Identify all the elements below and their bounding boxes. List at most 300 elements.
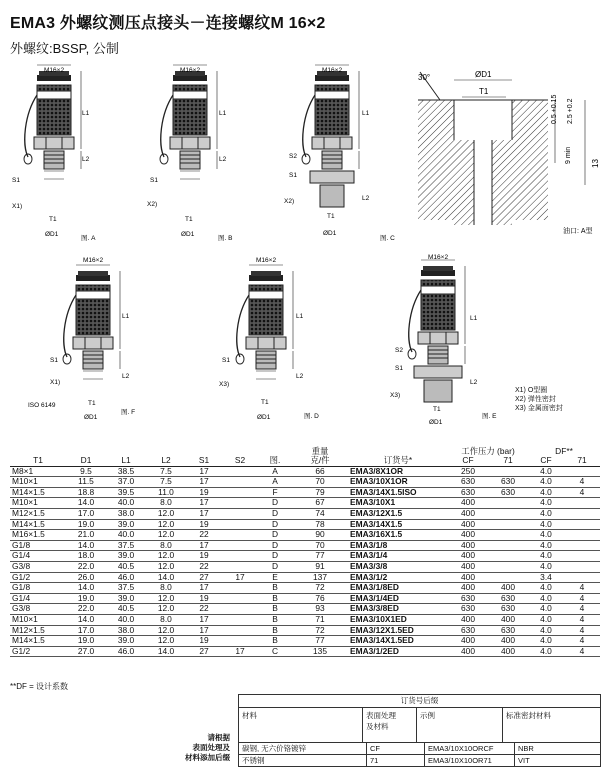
suffix-cell: EMA3/10X10ORCF — [425, 743, 515, 754]
table-cell: 90 — [292, 530, 348, 541]
port-t1: T1 — [479, 87, 489, 96]
table-cell: 11.0 — [146, 487, 186, 498]
fig-d-l2: L2 — [296, 373, 304, 380]
table-cell: 630 — [488, 487, 528, 498]
table-cell: A — [258, 477, 292, 488]
table-cell — [222, 636, 258, 647]
header-pressure-71: 71 — [488, 456, 528, 466]
suffix-col-material: 材料 — [239, 708, 363, 742]
fig-b-l2: L2 — [219, 156, 227, 163]
header-s1: S1 — [186, 456, 222, 466]
table-cell: 37.0 — [106, 477, 146, 488]
table-cell — [222, 593, 258, 604]
table-cell: 79 — [292, 487, 348, 498]
fig-e-caption: 图. E — [482, 413, 497, 420]
table-cell: 38.5 — [106, 466, 146, 477]
table-cell: 12.0 — [146, 519, 186, 530]
fig-d-t1: T1 — [261, 399, 269, 406]
table-cell: 19 — [186, 551, 222, 562]
header-df-71: 71 — [564, 456, 600, 466]
table-cell: 17 — [186, 583, 222, 594]
table-cell: 22 — [186, 561, 222, 572]
table-cell: 14.0 — [66, 540, 106, 551]
table-cell: 17.0 — [66, 508, 106, 519]
suffix-title: 订货号后缀 — [239, 695, 600, 708]
table-row — [10, 646, 600, 657]
table-row — [10, 519, 600, 530]
fig-e-thread: M16×2 — [428, 254, 449, 261]
seal-legend — [515, 386, 563, 413]
table-cell: M12×1.5 — [10, 625, 66, 636]
table-row — [10, 466, 600, 477]
table-cell: M16×1.5 — [10, 530, 66, 541]
header-s2: S2 — [222, 456, 258, 466]
fig-a-d1: ØD1 — [45, 231, 59, 238]
table-cell: D — [258, 530, 292, 541]
table-cell — [488, 572, 528, 583]
port-13: 13 — [591, 159, 600, 168]
table-cell: 39.0 — [106, 551, 146, 562]
table-cell: 14.0 — [146, 646, 186, 657]
table-cell: 4 — [564, 487, 600, 498]
table-cell — [564, 551, 600, 562]
table-cell — [222, 508, 258, 519]
table-cell: 38.0 — [106, 508, 146, 519]
table-cell: 630 — [488, 477, 528, 488]
table-cell — [488, 508, 528, 519]
table-cell: 78 — [292, 519, 348, 530]
fig-f-s1: S1 — [50, 357, 58, 364]
header-d1: D1 — [66, 456, 106, 466]
table-cell: 4.0 — [528, 625, 564, 636]
fig-f-t1: T1 — [88, 400, 96, 407]
table-cell: EMA3/1/8 — [348, 540, 448, 551]
header-weight: 重量 — [311, 446, 329, 456]
table-cell: EMA3/10X1OR — [348, 477, 448, 488]
fig-e-d1: ØD1 — [429, 419, 443, 426]
table-cell: 14.0 — [66, 498, 106, 509]
header-pressure: 工作压力 (bar) — [461, 446, 515, 456]
table-row — [10, 487, 600, 498]
table-cell: 4.0 — [528, 636, 564, 647]
table-cell: 630 — [448, 477, 488, 488]
table-cell: 72 — [292, 625, 348, 636]
table-cell: 400 — [448, 636, 488, 647]
table-cell: 76 — [292, 593, 348, 604]
fig-b-s1: S1 — [150, 177, 158, 184]
table-cell: 12.0 — [146, 604, 186, 615]
table-cell: M10×1 — [10, 477, 66, 488]
fig-a-caption: 图. A — [81, 235, 96, 242]
table-cell: 77 — [292, 551, 348, 562]
table-cell: 17 — [222, 572, 258, 583]
table-cell — [222, 561, 258, 572]
table-cell: 4.0 — [528, 646, 564, 657]
suffix-instruction — [150, 733, 230, 763]
table-cell: 18.8 — [66, 487, 106, 498]
table-cell: 400 — [448, 540, 488, 551]
table-cell: A — [258, 466, 292, 477]
fig-c-d1: ØD1 — [323, 230, 337, 237]
fig-d-caption: 图. D — [304, 413, 319, 420]
table-cell: EMA3/8X1OR — [348, 466, 448, 477]
table-cell: 91 — [292, 561, 348, 572]
table-cell: 39.0 — [106, 519, 146, 530]
table-group — [10, 614, 600, 646]
table-cell — [564, 508, 600, 519]
table-cell: 67 — [292, 498, 348, 509]
table-cell — [488, 466, 528, 477]
fig-c-l1: L1 — [362, 110, 370, 117]
table-cell: 74 — [292, 508, 348, 519]
suffix-cell: CF — [367, 743, 425, 754]
table-cell: D — [258, 561, 292, 572]
table-cell: 400 — [488, 583, 528, 594]
table-cell: 630 — [448, 593, 488, 604]
suffix-cell: 71 — [367, 755, 425, 766]
table-cell: 46.0 — [106, 572, 146, 583]
header-t1: T1 — [10, 456, 66, 466]
table-row — [10, 508, 600, 519]
table-cell: 400 — [488, 646, 528, 657]
fig-d-s1: S1 — [222, 357, 230, 364]
table-row — [10, 625, 600, 636]
table-row — [10, 540, 600, 551]
table-row — [10, 477, 600, 488]
figure-f-drawing — [63, 265, 120, 379]
table-cell: EMA3/3/8ED — [348, 604, 448, 615]
table-cell: 17 — [186, 508, 222, 519]
fig-d-l1: L1 — [296, 313, 304, 320]
table-cell: 4.0 — [528, 519, 564, 530]
table-cell: 400 — [448, 614, 488, 625]
spec-table — [10, 443, 600, 657]
table-cell: 17 — [186, 614, 222, 625]
table-cell: 19.0 — [66, 519, 106, 530]
table-row — [10, 604, 600, 615]
table-cell: 93 — [292, 604, 348, 615]
table-cell: 17.0 — [66, 625, 106, 636]
table-cell: 22.0 — [66, 604, 106, 615]
table-cell — [488, 530, 528, 541]
table-cell: 14.0 — [146, 572, 186, 583]
table-cell: 22.0 — [66, 561, 106, 572]
table-cell: 14.0 — [66, 614, 106, 625]
table-cell: EMA3/1/4 — [348, 551, 448, 562]
table-cell: G1/8 — [10, 540, 66, 551]
suffix-cell: 碳钢, 无六价铬镀锌 — [239, 743, 367, 754]
table-cell: 40.5 — [106, 561, 146, 572]
fig-d-d1: ØD1 — [257, 414, 271, 421]
table-cell: D — [258, 508, 292, 519]
table-cell: 630 — [488, 593, 528, 604]
fig-a-s1: S1 — [12, 177, 20, 184]
table-cell: EMA3/12X1.5ED — [348, 625, 448, 636]
table-cell — [222, 604, 258, 615]
table-cell: M10×1 — [10, 614, 66, 625]
table-group — [10, 466, 600, 540]
header-df-cf: CF — [528, 456, 564, 466]
table-cell: 12.0 — [146, 593, 186, 604]
table-cell: 40.0 — [106, 530, 146, 541]
fig-a-l1: L1 — [82, 110, 90, 117]
table-cell — [564, 540, 600, 551]
table-group — [10, 540, 600, 614]
table-cell: 8.0 — [146, 614, 186, 625]
table-cell — [564, 572, 600, 583]
table-cell: 12.0 — [146, 625, 186, 636]
table-cell: 4.0 — [528, 561, 564, 572]
table-cell: 4.0 — [528, 487, 564, 498]
fig-f-d1: ØD1 — [84, 414, 98, 421]
table-cell: 39.5 — [106, 487, 146, 498]
fig-b-thread: M16×2 — [180, 67, 201, 74]
table-cell: 19 — [186, 487, 222, 498]
table-cell: 400 — [448, 498, 488, 509]
table-cell: 26.0 — [66, 572, 106, 583]
header-order: 订货号* — [348, 456, 448, 466]
table-cell: G1/2 — [10, 572, 66, 583]
header-pressure-cf: CF — [448, 456, 488, 466]
table-cell: EMA3/12X1.5 — [348, 508, 448, 519]
table-cell: 4.0 — [528, 604, 564, 615]
table-cell: M14×1.5 — [10, 487, 66, 498]
table-row — [10, 614, 600, 625]
fig-e-x3: X3) — [390, 392, 401, 399]
table-cell — [564, 498, 600, 509]
table-cell: 4.0 — [528, 551, 564, 562]
table-cell: 37.5 — [106, 540, 146, 551]
table-cell: 630 — [448, 625, 488, 636]
fig-b-x2: X2) — [147, 201, 158, 208]
table-cell: 21.0 — [66, 530, 106, 541]
table-cell: 8.0 — [146, 498, 186, 509]
table-cell — [222, 551, 258, 562]
table-cell: 400 — [448, 530, 488, 541]
table-cell: 19.0 — [66, 636, 106, 647]
table-cell: 8.0 — [146, 583, 186, 594]
table-cell — [488, 561, 528, 572]
table-cell: EMA3/14X1.5ISO — [348, 487, 448, 498]
header-l1: L1 — [106, 456, 146, 466]
table-cell: 11.5 — [66, 477, 106, 488]
fig-a-l2: L2 — [82, 156, 90, 163]
table-cell: 66 — [292, 466, 348, 477]
table-cell: 4.0 — [528, 540, 564, 551]
table-cell — [564, 466, 600, 477]
header-df: DF** — [555, 446, 573, 456]
table-cell: 17 — [222, 646, 258, 657]
fig-a-thread: M16×2 — [44, 67, 65, 74]
table-cell: 17 — [186, 540, 222, 551]
table-cell: D — [258, 551, 292, 562]
fig-b-caption: 图. B — [218, 235, 233, 242]
table-cell: 400 — [488, 636, 528, 647]
fig-c-x2: X2) — [284, 198, 295, 205]
table-cell: EMA3/16X1.5 — [348, 530, 448, 541]
fig-c-t1: T1 — [327, 213, 335, 220]
table-cell: 4 — [564, 583, 600, 594]
table-cell — [564, 519, 600, 530]
fig-f-caption: 图. F — [121, 409, 136, 416]
page-title: EMA3 外螺纹测压点接头－连接螺纹M 16×2 — [10, 15, 326, 32]
table-cell: 4 — [564, 625, 600, 636]
table-cell: G3/8 — [10, 561, 66, 572]
table-cell — [488, 498, 528, 509]
port-9min: 9 min — [565, 146, 572, 164]
table-cell — [222, 519, 258, 530]
table-cell: G1/2 — [10, 646, 66, 657]
fig-c-thread: M16×2 — [322, 67, 343, 74]
figure-a-drawing — [24, 65, 81, 179]
table-cell: 77 — [292, 636, 348, 647]
fig-f-iso: ISO 6149 — [28, 402, 56, 409]
table-cell: EMA3/3/8 — [348, 561, 448, 572]
table-cell — [564, 530, 600, 541]
table-cell: 250 — [448, 466, 488, 477]
table-row — [10, 636, 600, 647]
table-cell: D — [258, 519, 292, 530]
table-cell: 17 — [186, 477, 222, 488]
table-cell: 27 — [186, 572, 222, 583]
table-cell: 4.0 — [528, 530, 564, 541]
table-cell — [222, 498, 258, 509]
suffix-instruction-line: 请根据 — [207, 733, 230, 742]
figure-e-drawing — [408, 260, 465, 402]
table-cell: 17 — [186, 466, 222, 477]
table-row — [10, 530, 600, 541]
table-cell: EMA3/14X1.5 — [348, 519, 448, 530]
suffix-cell: VIT — [518, 756, 530, 765]
table-cell: 27 — [186, 646, 222, 657]
table-cell: 630 — [448, 487, 488, 498]
fig-f-thread: M16×2 — [83, 257, 104, 264]
table-cell: 7.5 — [146, 466, 186, 477]
table-cell: 4 — [564, 646, 600, 657]
table-cell: G1/4 — [10, 551, 66, 562]
table-cell: 4.0 — [528, 498, 564, 509]
table-cell: 630 — [488, 625, 528, 636]
header-weight-unit: 克/件 — [292, 456, 348, 466]
legend-x2: X2) 弹性密封 — [515, 396, 556, 403]
table-cell: B — [258, 636, 292, 647]
suffix-cell: NBR — [518, 744, 534, 753]
table-cell: 400 — [448, 646, 488, 657]
table-cell: 17 — [186, 498, 222, 509]
fig-e-s2: S2 — [395, 347, 403, 354]
table-cell: 3.4 — [528, 572, 564, 583]
figure-d-drawing — [236, 265, 293, 379]
table-cell: EMA3/1/4ED — [348, 593, 448, 604]
table-cell: 40.0 — [106, 498, 146, 509]
table-cell: B — [258, 614, 292, 625]
legend-x1: X1) O型圈 — [515, 387, 548, 394]
table-cell: M8×1 — [10, 466, 66, 477]
table-cell: 4.0 — [528, 466, 564, 477]
table-cell: 22 — [186, 530, 222, 541]
table-cell: G3/8 — [10, 604, 66, 615]
table-cell: 4.0 — [528, 593, 564, 604]
table-cell: G1/4 — [10, 593, 66, 604]
suffix-col-seal: 标准密封材料 — [506, 711, 551, 720]
table-cell: 400 — [448, 583, 488, 594]
suffix-col-surface: 表面处理 及材料 — [363, 708, 417, 742]
suffix-col-example: 示例 — [417, 708, 503, 742]
table-cell: B — [258, 604, 292, 615]
table-cell — [222, 466, 258, 477]
table-cell: C — [258, 646, 292, 657]
fig-b-l1: L1 — [219, 110, 227, 117]
table-cell: 27.0 — [66, 646, 106, 657]
table-cell: 19 — [186, 519, 222, 530]
table-cell: 4.0 — [528, 477, 564, 488]
fig-d-thread: M16×2 — [256, 257, 277, 264]
table-cell — [222, 583, 258, 594]
table-cell: 19 — [186, 636, 222, 647]
table-cell: 630 — [448, 604, 488, 615]
table-cell: M14×1.5 — [10, 519, 66, 530]
table-cell: 4 — [564, 636, 600, 647]
fig-c-caption: 图. C — [380, 235, 395, 242]
fig-a-t1: T1 — [49, 216, 57, 223]
table-cell: 12.0 — [146, 551, 186, 562]
figure-b-drawing — [160, 65, 217, 179]
fig-e-t1: T1 — [433, 406, 441, 413]
fig-f-l1: L1 — [122, 313, 130, 320]
table-cell: M14×1.5 — [10, 636, 66, 647]
suffix-instruction-line: 材料添加后缀 — [185, 753, 230, 762]
port-caption: 油口: A型 — [563, 228, 593, 235]
table-cell: 12.0 — [146, 561, 186, 572]
table-cell — [222, 487, 258, 498]
table-cell: 12.0 — [146, 530, 186, 541]
fig-f-l2: L2 — [122, 373, 130, 380]
table-cell: 70 — [292, 540, 348, 551]
table-cell: B — [258, 625, 292, 636]
table-cell: 630 — [488, 604, 528, 615]
table-cell: 400 — [448, 551, 488, 562]
legend-x3: X3) 金属面密封 — [515, 405, 563, 412]
table-cell — [488, 519, 528, 530]
table-cell: 400 — [448, 508, 488, 519]
table-cell: 40.0 — [106, 614, 146, 625]
fig-b-t1: T1 — [185, 216, 193, 223]
table-cell: 137 — [292, 572, 348, 583]
table-group — [10, 646, 600, 657]
table-cell: E — [258, 572, 292, 583]
table-cell: 38.0 — [106, 625, 146, 636]
table-row — [10, 583, 600, 594]
table-cell: EMA3/10X1ED — [348, 614, 448, 625]
port-angle: 30° — [418, 73, 431, 82]
table-cell: 37.5 — [106, 583, 146, 594]
table-cell: 4 — [564, 604, 600, 615]
table-cell — [222, 530, 258, 541]
port-d1: ØD1 — [475, 70, 492, 79]
table-cell: 71 — [292, 614, 348, 625]
table-cell — [222, 477, 258, 488]
table-cell: B — [258, 593, 292, 604]
table-cell: 19 — [186, 593, 222, 604]
table-cell: EMA3/1/2ED — [348, 646, 448, 657]
table-cell: 4 — [564, 477, 600, 488]
page-subtitle: 外螺纹:BSSP, 公制 — [10, 41, 119, 56]
table-cell: 4.0 — [528, 614, 564, 625]
table-cell: EMA3/14X1.5ED — [348, 636, 448, 647]
table-cell — [222, 614, 258, 625]
df-note: **DF = 设计系数 — [10, 682, 69, 691]
table-cell: EMA3/1/2 — [348, 572, 448, 583]
